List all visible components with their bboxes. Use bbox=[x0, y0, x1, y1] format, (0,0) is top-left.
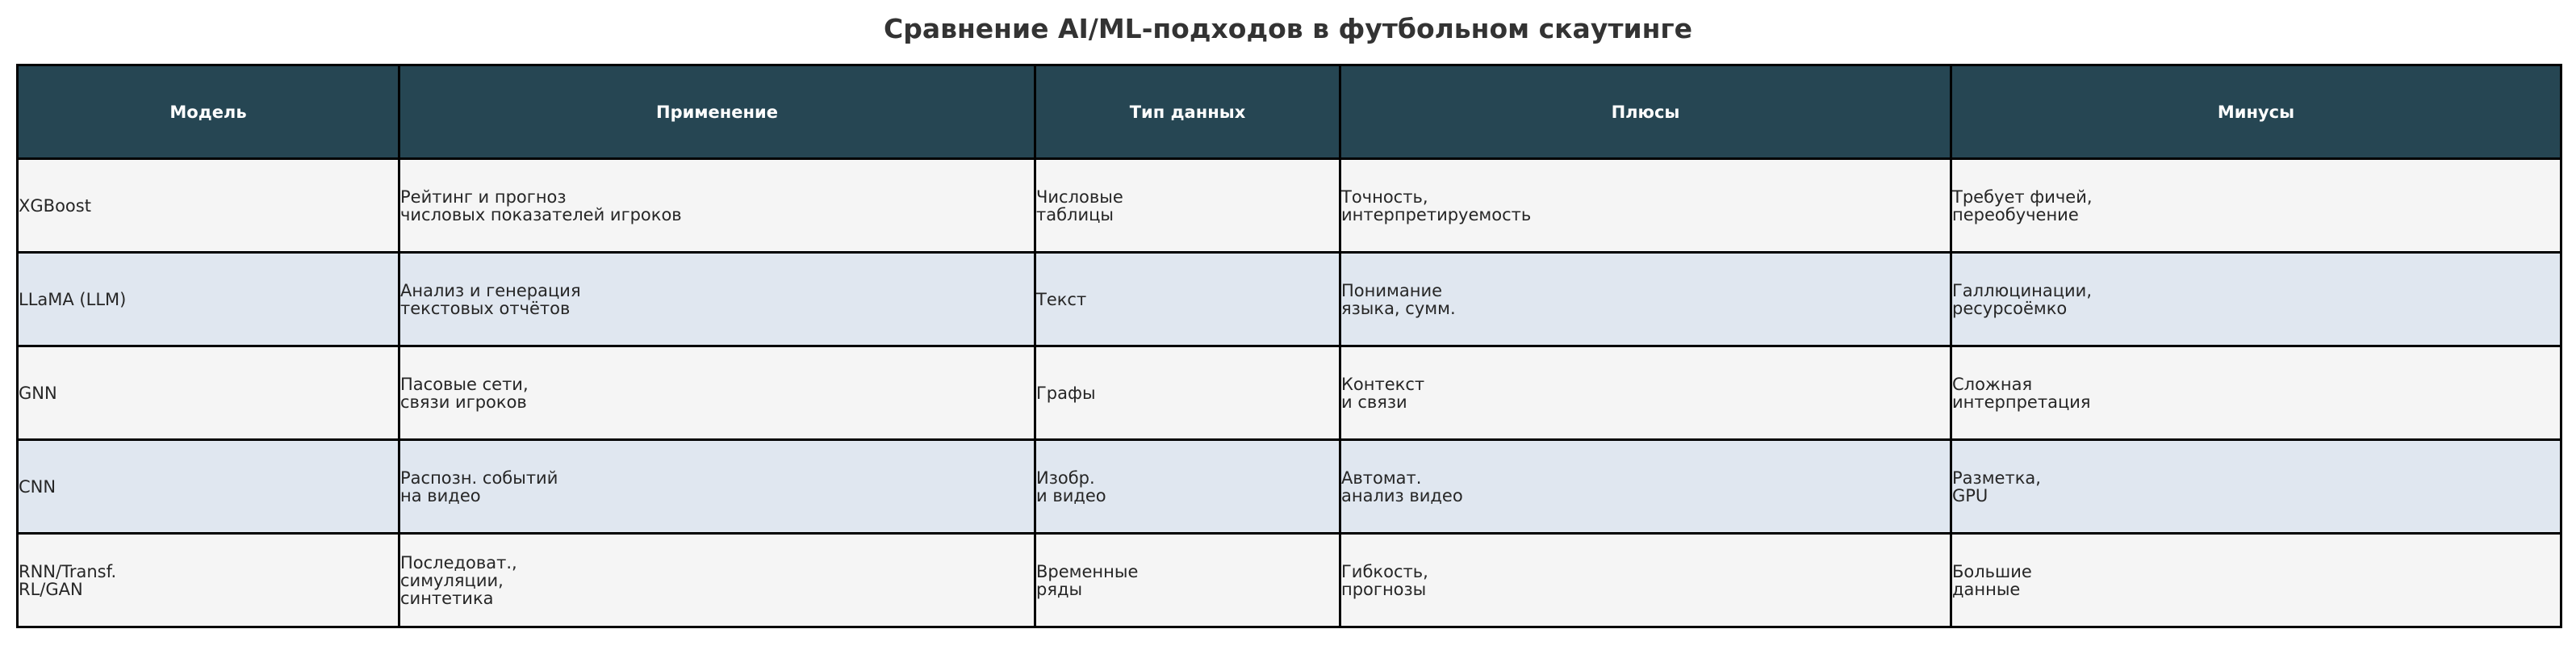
cell-cons: Требует фичей, переобучение bbox=[1951, 159, 2561, 253]
header-row bbox=[18, 65, 2561, 159]
cell-data-type: Текст bbox=[1035, 253, 1340, 346]
header-pros: Плюсы bbox=[1340, 65, 1951, 159]
table-row bbox=[18, 440, 2561, 534]
cell-application: Рейтинг и прогноз числовых показателей игроков bbox=[399, 159, 1035, 253]
cell-pros: Понимание языка, сумм. bbox=[1340, 253, 1951, 346]
header-cons: Минусы bbox=[1951, 65, 2561, 159]
cell-application: Распозн. событий на видео bbox=[399, 440, 1035, 534]
cell-data-type: Изобр. и видео bbox=[1035, 440, 1340, 534]
cell-pros: Гибкость, прогнозы bbox=[1340, 534, 1951, 627]
cell-data-type: Числовые таблицы bbox=[1035, 159, 1340, 253]
cell-model: LLaMA (LLM) bbox=[18, 253, 399, 346]
cell-application: Пасовые сети, связи игроков bbox=[399, 346, 1035, 440]
cell-pros: Контекст и связи bbox=[1340, 346, 1951, 440]
cell-cons: Сложная интерпретация bbox=[1951, 346, 2561, 440]
table-row bbox=[18, 253, 2561, 346]
header-model: Модель bbox=[18, 65, 399, 159]
cell-application: Анализ и генерация текстовых отчётов bbox=[399, 253, 1035, 346]
cell-model: RNN/Transf. RL/GAN bbox=[18, 534, 399, 627]
header-application: Применение bbox=[399, 65, 1035, 159]
chart-title: Сравнение AI/ML-подходов в футбольном скаутинге bbox=[883, 13, 1693, 44]
cell-pros: Автомат. анализ видео bbox=[1340, 440, 1951, 534]
cell-cons: Галлюцинации, ресурсоёмко bbox=[1951, 253, 2561, 346]
cell-model: GNN bbox=[18, 346, 399, 440]
cell-model: CNN bbox=[18, 440, 399, 534]
table-row bbox=[18, 534, 2561, 627]
cell-cons: Разметка, GPU bbox=[1951, 440, 2561, 534]
cell-data-type: Временные ряды bbox=[1035, 534, 1340, 627]
table-row bbox=[18, 346, 2561, 440]
cell-cons: Большие данные bbox=[1951, 534, 2561, 627]
table-row bbox=[18, 159, 2561, 253]
cell-pros: Точность, интерпретируемость bbox=[1340, 159, 1951, 253]
cell-application: Последоват., симуляции, синтетика bbox=[399, 534, 1035, 627]
header-data-type: Тип данных bbox=[1035, 65, 1340, 159]
comparison-table bbox=[16, 64, 2562, 628]
cell-model: XGBoost bbox=[18, 159, 399, 253]
cell-data-type: Графы bbox=[1035, 346, 1340, 440]
